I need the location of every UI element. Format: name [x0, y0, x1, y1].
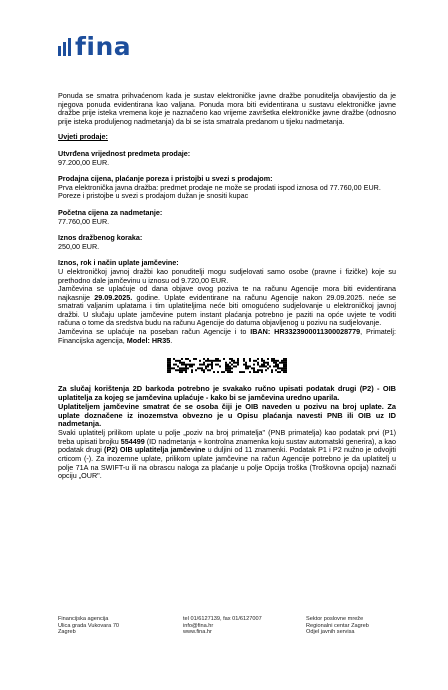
footer-line: Regionalni centar Zagreb [306, 622, 369, 629]
barcode-module [167, 368, 169, 370]
barcode-module [201, 368, 203, 370]
barcode-module [209, 370, 211, 372]
barcode-module [279, 371, 281, 373]
barcode-module [223, 358, 225, 360]
barcode-module [179, 368, 181, 370]
barcode-module [203, 364, 205, 366]
iban-paragraph [58, 328, 396, 345]
price-section [58, 175, 396, 201]
document-body [58, 92, 396, 481]
barcode-module [169, 371, 171, 373]
barcode-module [257, 370, 259, 372]
barcode-module [255, 360, 257, 362]
barcode-module [277, 371, 279, 373]
barcode-module [231, 358, 233, 360]
barcode-module [279, 368, 281, 370]
barcode-module [181, 362, 183, 364]
price-line1: Prva elektronička javna dražba: predmet prodaje ne može se prodati ispod iznosa od 77.760,00 EUR. [58, 182, 381, 192]
barcode-module [261, 364, 263, 366]
barcode-module [285, 366, 287, 368]
barcode-module [257, 371, 259, 373]
barcode-module [277, 364, 279, 366]
barcode-module [191, 366, 193, 368]
iban-text-b: , Primatelj: Financijska agencija, [58, 327, 396, 345]
barcode-module [265, 370, 267, 372]
barcode-module [169, 364, 171, 366]
barcode-module [271, 358, 273, 360]
barcode-module [211, 362, 213, 364]
barcode-module [245, 366, 247, 368]
barcode-module [235, 362, 237, 364]
barcode-module [253, 370, 255, 372]
barcode-module [167, 371, 169, 373]
barcode-module [243, 371, 245, 373]
deposit-deadline-text-b: godine. Uplate evidentirane na računu Agencije nakon 29.09.2025. neće se smatrati valjanim uplatama i tim uplatiteljima neće biti omogućeno sudjelovanje u elektroničkoj javnoj dražbi. U slučaju uplate jamčevine putem instant plaćanja potrebno je paziti na opće uvjete te voditi računa o tome da sredstva budu na računu Agencije do datuma objavljenog u pozivu na sudjelovanje. [58, 292, 396, 328]
pnb-text-c: u duljini od 11 znamenki. Podatak P1 i P2 nužno je odvojiti crticom (-). Za inozemne uplate, prilikom uplate jamčevine na račun Agencije potrebno je da uplatitelj u polje 71A na SWIFT-u ili na obrascu naloga za plaćanje u polje Opcija troška (Troškovna opcija) naznači opciju „OUR". [58, 445, 396, 481]
barcode-module [177, 370, 179, 372]
barcode-module [219, 360, 221, 362]
barcode-module [205, 366, 207, 368]
barcode-module [207, 366, 209, 368]
increment-label: Iznos dražbenog koraka: [58, 233, 143, 243]
barcode-module [203, 371, 205, 373]
barcode-module [167, 366, 169, 368]
iban-text-a: Jamčevina se uplaćuje na poseban račun Agencije i to [58, 327, 251, 337]
barcode-module [179, 360, 181, 362]
barcode-module [261, 360, 263, 362]
barcode-module [175, 364, 177, 366]
barcode-module [189, 366, 191, 368]
barcode-module [275, 370, 277, 372]
barcode-module [177, 366, 179, 368]
barcode-module [265, 362, 267, 364]
barcode-module [207, 370, 209, 372]
deposit-label: Iznos, rok i način uplate jamčevine: [58, 258, 179, 268]
barcode-module [263, 364, 265, 366]
footer-col-contact [183, 616, 262, 636]
footer-col-department [306, 616, 369, 636]
value-section [58, 150, 396, 167]
increment-text: 250,00 EUR. [58, 241, 100, 251]
barcode-module [249, 366, 251, 368]
start-price-text: 77.760,00 EUR. [58, 216, 110, 226]
barcode-module [243, 360, 245, 362]
barcode-module [227, 364, 229, 366]
barcode-module [221, 371, 223, 373]
barcode-module [229, 370, 231, 372]
barcode-module [231, 371, 233, 373]
barcode-module [215, 364, 217, 366]
barcode-module [263, 362, 265, 364]
pnb-text-a: Svaki uplatitelj prilikom uplate u polje „poziv na broj primatelja" (PNB primatelja) kao podatak prvi (P1) treba upisati brojku [58, 428, 396, 446]
barcode-module [235, 366, 237, 368]
barcode-module [267, 362, 269, 364]
barcode-module [193, 364, 195, 366]
barcode-module [261, 371, 263, 373]
barcode-module [265, 366, 267, 368]
iban-value: IBAN: HR3323900011300028779 [250, 327, 361, 337]
barcode-module [167, 370, 169, 372]
barcode-module [169, 368, 171, 370]
iban-model: Model: HR35 [126, 335, 171, 345]
barcode-module [169, 360, 171, 362]
barcode-module [203, 370, 205, 372]
barcode-module [217, 371, 219, 373]
barcode-module [281, 360, 283, 362]
barcode-module [203, 358, 205, 360]
barcode-module [277, 360, 279, 362]
barcode-module [261, 366, 263, 368]
barcode-module [175, 370, 177, 372]
barcode-module [257, 364, 259, 366]
barcode-module [283, 358, 285, 360]
barcode-module [251, 368, 253, 370]
barcode-module [273, 358, 275, 360]
pnb-text-b: (ID nadmetanja + kontrolna znamenka koju sustav automatski generira), a kao podatak drugi [58, 436, 396, 455]
barcode-module [185, 371, 187, 373]
price-line2: Poreze i pristojbe u svezi s prodajom dužan je snositi kupac [58, 191, 249, 201]
fina-logo [58, 34, 131, 59]
barcode-module [247, 368, 249, 370]
barcode-module [211, 364, 213, 366]
footer-line: Financijska agencija [58, 616, 109, 622]
barcode-module [231, 360, 233, 362]
footer-line: www.fina.hr [183, 629, 212, 636]
footer-line: Odjel javnih servisa [306, 629, 355, 636]
footer-col-address [58, 616, 119, 636]
barcode-module [271, 360, 273, 362]
barcode-module [185, 366, 187, 368]
barcode-module [275, 366, 277, 368]
barcode-module [285, 368, 287, 370]
barcode-module [217, 364, 219, 366]
barcode-module [195, 358, 197, 360]
barcode-module [229, 358, 231, 360]
barcode-module [237, 360, 239, 362]
barcode-module [271, 371, 273, 373]
barcode-module [207, 360, 209, 362]
barcode-module [205, 368, 207, 370]
barcode-module [187, 368, 189, 370]
barcode-module [285, 371, 287, 373]
barcode-module [257, 362, 259, 364]
barcode-module [267, 358, 269, 360]
barcode-module [279, 362, 281, 364]
barcode-module [181, 358, 183, 360]
barcode-module [185, 370, 187, 372]
barcode-module [183, 368, 185, 370]
barcode-module [283, 364, 285, 366]
barcode-module [281, 370, 283, 372]
barcode-module [271, 370, 273, 372]
barcode-module [203, 362, 205, 364]
barcode-module [285, 360, 287, 362]
barcode-module [247, 366, 249, 368]
barcode-module [169, 358, 171, 360]
barcode-module [231, 368, 233, 370]
barcode-module [263, 360, 265, 362]
barcode-module [229, 366, 231, 368]
barcode-module [167, 360, 169, 362]
barcode-module [181, 364, 183, 366]
barcode-module [205, 360, 207, 362]
barcode-module [231, 364, 233, 366]
pnb-paragraph [58, 429, 396, 481]
barcode-module [183, 364, 185, 366]
barcode-module [175, 360, 177, 362]
barcode-module [253, 364, 255, 366]
barcode-module [285, 358, 287, 360]
barcode-module [237, 362, 239, 364]
barcode-module [253, 360, 255, 362]
start-price-section [58, 209, 396, 226]
barcode-module [219, 366, 221, 368]
barcode-module [253, 368, 255, 370]
barcode-module [199, 368, 201, 370]
barcode-module [229, 362, 231, 364]
barcode-module [283, 362, 285, 364]
barcode-module [215, 360, 217, 362]
barcode-module [267, 368, 269, 370]
barcode-module [181, 370, 183, 372]
barcode-module [179, 370, 181, 372]
barcode-module [267, 364, 269, 366]
barcode-module [199, 364, 201, 366]
barcode-module [179, 362, 181, 364]
barcode-module [257, 358, 259, 360]
barcode-module [169, 370, 171, 372]
barcode-module [191, 364, 193, 366]
barcode-module [233, 366, 235, 368]
barcode-module [207, 364, 209, 366]
barcode-module [283, 360, 285, 362]
deposit-deadline-paragraph [58, 285, 396, 328]
barcode-module [201, 370, 203, 372]
footer-line: tel 01/6127139, fax 01/6127007 [183, 616, 262, 622]
barcode-module [217, 360, 219, 362]
barcode-module [225, 370, 227, 372]
barcode-module [261, 370, 263, 372]
pnb-p2: (P2) OIB uplatitelja jamčevine [104, 445, 206, 455]
barcode-module [183, 370, 185, 372]
barcode-module [277, 366, 279, 368]
barcode-module [227, 371, 229, 373]
barcode-module [185, 364, 187, 366]
logo-bars-icon [58, 38, 71, 56]
barcode-module [197, 368, 199, 370]
barcode-module [191, 370, 193, 372]
barcode-module [273, 360, 275, 362]
barcode-module [233, 360, 235, 362]
barcode-module [269, 366, 271, 368]
intro-paragraph: Ponuda se smatra prihvaćenom kada je sustav elektroničke javne dražbe ponuditelja obavijestio da je njegova ponuda evidentirana kao valjana. Ponuda mora biti evidentirana u sustavu elektroničke javne dražbe prije isteka vremena koje je naznačeno kao vrijeme završetka elektroničke javne dražbe (odnosno prije isteka produljenog nadmetanja) da bi se ista smatrala predanom u tijeku nadmetanja. [58, 91, 396, 126]
logo-text: fina [75, 32, 132, 61]
footer-line: Ulica grada Vukovara 70 [58, 622, 120, 629]
deposit-section [58, 259, 396, 285]
barcode-module [259, 370, 261, 372]
price-label: Prodajna cijena, plaćanje poreza i pristojbi u svezi s prodajom: [58, 174, 273, 184]
barcode-module [273, 366, 275, 368]
barcode-module [243, 364, 245, 366]
increment-section [58, 234, 396, 251]
barcode-module [249, 360, 251, 362]
barcode-module [193, 358, 195, 360]
barcode-module [275, 364, 277, 366]
barcode-module [211, 360, 213, 362]
footer-line: Sektor poslovne mreže [306, 616, 364, 622]
iban-text-c: . [170, 335, 173, 345]
barcode-module [167, 362, 169, 364]
barcode-module [181, 371, 183, 373]
barcode-module [239, 371, 241, 373]
barcode-module [189, 364, 191, 366]
barcode-note: Za slučaj korištenja 2D barkoda potrebno je svakako ručno upisati podatak drugi (P2) - OIB uplatitelja za kojeg se jamčevina uplaćuje - kako bi se jamčevina uredno uparila. [58, 384, 396, 403]
barcode-module [169, 362, 171, 364]
barcode-module [185, 358, 187, 360]
barcode-module [283, 370, 285, 372]
barcode-module [211, 368, 213, 370]
barcode-module [281, 362, 283, 364]
barcode-module [237, 358, 239, 360]
barcode-module [217, 358, 219, 360]
footer-line: Zagreb [58, 629, 76, 636]
barcode-module [283, 366, 285, 368]
barcode-module [225, 362, 227, 364]
value-text: 97.200,00 EUR. [58, 157, 110, 167]
deposit-deadline-text-a: Jamčevina se uplaćuje od dana objave ovog poziva te na računu Agencije mora biti evidentirana najkasnije [58, 284, 396, 302]
barcode-module [253, 371, 255, 373]
conditions-title: Uvjeti prodaje: [58, 132, 108, 142]
barcode-module [227, 368, 229, 370]
barcode-module [275, 362, 277, 364]
start-price-label: Početna cijena za nadmetanje: [58, 207, 163, 217]
barcode-module [281, 368, 283, 370]
footer-line: info@fina.hr [183, 622, 214, 629]
barcode-module [173, 364, 175, 366]
barcode-module [187, 358, 189, 360]
barcode-module [249, 358, 251, 360]
barcode-module [187, 364, 189, 366]
barcode-module [237, 364, 239, 366]
barcode-module [225, 364, 227, 366]
barcode-module [285, 364, 287, 366]
barcode-module [233, 362, 235, 364]
barcode-module [245, 362, 247, 364]
barcode-module [173, 358, 175, 360]
deposit-deadline-date: 29.09.2025. [94, 292, 133, 302]
barcode-module [241, 371, 243, 373]
barcode-module [245, 368, 247, 370]
barcode-module [201, 364, 203, 366]
barcode-module [263, 366, 265, 368]
value-label: Utvrđena vrijednost predmeta prodaje: [58, 148, 191, 158]
barcode-module [229, 371, 231, 373]
barcode-module [183, 362, 185, 364]
barcode-module [169, 366, 171, 368]
barcode-module [215, 358, 217, 360]
barcode-module [283, 371, 285, 373]
barcode-module [285, 362, 287, 364]
barcode-module [259, 366, 261, 368]
barcode-module [273, 362, 275, 364]
barcode-module [173, 368, 175, 370]
barcode-module [167, 364, 169, 366]
barcode-module [223, 371, 225, 373]
barcode-module [199, 360, 201, 362]
barcode-module [211, 366, 213, 368]
barcode-module [225, 368, 227, 370]
barcode-module [195, 370, 197, 372]
barcode-module [225, 366, 227, 368]
barcode-module [189, 360, 191, 362]
barcode-module [261, 358, 263, 360]
barcode-module [243, 358, 245, 360]
barcode-module [181, 368, 183, 370]
payer-note: Uplatiteljem jamčevine smatrat će se osoba čiji je OIB naveden u pozivu na broj uplate. Za uplate doznačene iz inozemstva obvezno je u Opisu plaćanja navesti PNB ili OIB uz ID nadmetanja. [58, 401, 396, 429]
barcode-module [255, 371, 257, 373]
barcode-module [227, 370, 229, 372]
barcode-module [213, 360, 215, 362]
barcode-module [209, 364, 211, 366]
barcode-module [285, 370, 287, 372]
barcode-module [213, 371, 215, 373]
2d-barcode-image [167, 358, 287, 373]
barcode-module [179, 371, 181, 373]
barcode-module [209, 360, 211, 362]
barcode-module [227, 366, 229, 368]
barcode-module [277, 368, 279, 370]
barcode-module [275, 360, 277, 362]
barcode-module [245, 364, 247, 366]
barcode-module [191, 371, 193, 373]
deposit-text: U elektroničkoj javnoj dražbi kao ponuditelji mogu sudjelovati samo osobe (pravne i fizičke) koje su prethodno dale jamčevinu u iznosu od 9.720,00 EUR. [58, 266, 396, 285]
barcode-module [229, 368, 231, 370]
barcode-module [249, 371, 251, 373]
barcode-module [283, 368, 285, 370]
pnb-number: 554499 [120, 436, 145, 446]
barcode-module [207, 358, 209, 360]
barcode-module [171, 368, 173, 370]
barcode-module [167, 358, 169, 360]
barcode-module [185, 368, 187, 370]
barcode-module [177, 360, 179, 362]
